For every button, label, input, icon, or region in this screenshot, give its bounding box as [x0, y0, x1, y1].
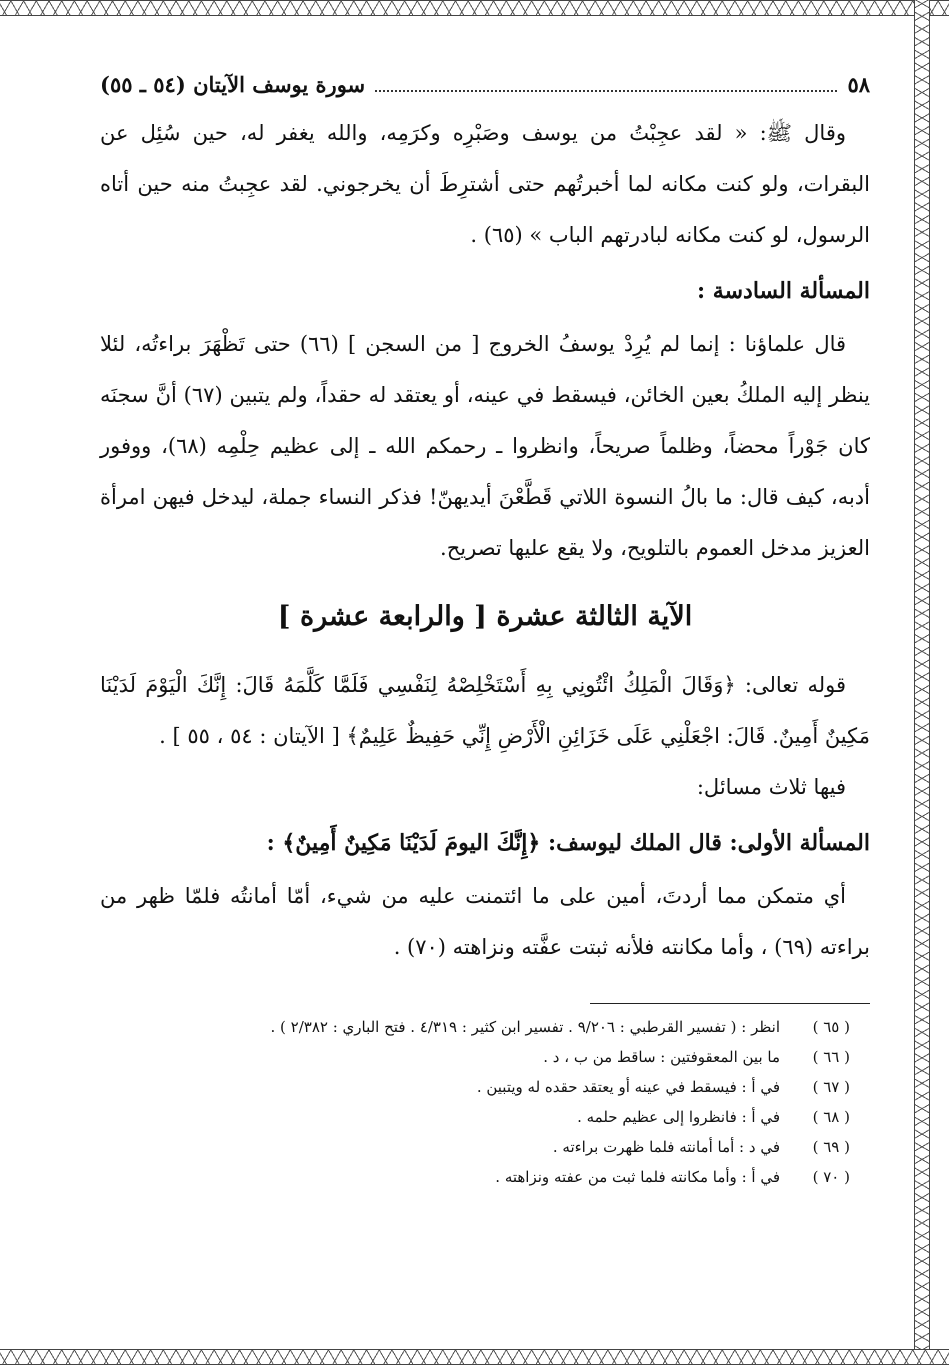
border-right: [914, 0, 930, 1365]
section-title: الآية الثالثة عشرة [ والرابعة عشرة ]: [277, 601, 693, 632]
footnote-item: [100, 1042, 850, 1072]
running-head-title: سورة يوسف الآيتان (٥٤ ـ ٥٥): [100, 72, 366, 97]
footnote-item: [100, 1132, 850, 1162]
footnote-text: في د : أما أمانته فلما ظهرت براءته .: [552, 1138, 780, 1156]
footnote-text: في أ : وأما مكانته فلما ثبت من عفته ونزاهته .: [495, 1168, 780, 1186]
footnote-item: [100, 1012, 850, 1042]
page-number: ٥٨: [847, 72, 870, 97]
footnote-text: في أ : فانظروا إلى عظيم حلمه .: [577, 1108, 780, 1126]
footnote-number: ( ٦٥ ): [812, 1018, 850, 1036]
header-dots: [375, 60, 837, 92]
footnote-divider: [590, 1003, 870, 1004]
footnote-number: ( ٦٦ ): [812, 1048, 850, 1066]
footnotes-list: [100, 1012, 870, 1192]
paragraph-scholars: قال علماؤنا : إنما لم يُرِدْ يوسفُ الخروج [ من السجن ] (٦٦) حتى تَظْهَرَ براءتُه، لئلا ينظر إليه الملكُ بعين الخائن، فيسقط في عينه، أو يعتقد له حقداً، ولم يتبين (٦٧) أنَّ سجنَه كان جَوْراً محضاً، وظلماً صريحاً، وانظروا ـ رحمكم الله ـ إلى عظيم حِلْمِه (٦٨)، ووفور أدبه، كيف قال: ما بالُ النسوة اللاتي قَطَّعْنَ أيديهنّ! فذكر النساء جملة، ليدخل فيهن امرأة العزيز مدخل العموم بالتلويح، ولا يقع عليها تصريح.: [100, 332, 871, 560]
footnote-text: ما بين المعقوفتين : ساقط من ب ، د .: [543, 1048, 780, 1066]
border-bottom: [0, 1349, 949, 1365]
heading-issue-one: المسألة الأولى: قال الملك ليوسف: ﴿إِنَّكَ اليومَ لَدَيْنَا مَكِينٌ أَمِينٌ﴾ :: [266, 830, 870, 856]
paragraph-three-issues: فيها ثلاث مسائل:: [696, 775, 846, 799]
footnote-number: ( ٧٠ ): [812, 1168, 850, 1186]
footnote-number: ( ٦٨ ): [812, 1108, 850, 1126]
paragraph-hadith: وقال ﷺ: « لقد عجِبْتُ من يوسف وصَبْرِه وكرَمِه، والله يغفر له، حين سُئِل عن البقرات، ولو كنت مكانه لما أخبرتُهم حتى أشترِطَ أن يخرجوني. لقد عجِبتُ منه حين أتاه الرسول، لو كنت مكانه لبادرتهم الباب » (٦٥) .: [100, 121, 870, 247]
footnote-text: انظر : ( تفسير القرطبي : ٩/٢٠٦ . تفسير ابن كثير : ٤/٣١٩ . فتح الباري : ٢/٣٨٢ ) .: [270, 1018, 780, 1036]
heading-issue-six: المسألة السادسة :: [697, 278, 870, 304]
running-head: [100, 60, 870, 108]
page-content: [100, 60, 870, 1192]
paragraph-meaning: أي متمكن مما أردتَ، أمين على ما ائتمنت عليه من شيء، أمّا أمانتُه فلمّا ظهر من براءته (٦٩) ، وأما مكانته فلأنه ثبتت عفَّته ونزاهته (٧٠) .: [100, 884, 870, 959]
footnote-item: [100, 1072, 850, 1102]
footnote-item: [100, 1162, 850, 1192]
footnote-number: ( ٦٧ ): [812, 1078, 850, 1096]
footnote-item: [100, 1102, 850, 1132]
footnote-text: في أ : فيسقط في عينه أو يعتقد حقده له ويتبين .: [476, 1078, 780, 1096]
footnote-number: ( ٦٩ ): [812, 1138, 850, 1156]
paragraph-verse: قوله تعالى: ﴿وَقَالَ الْمَلِكُ ائْتُونِي بِهِ أَسْتَخْلِصْهُ لِنَفْسِي فَلَمَّا كَلَّمَهُ قَالَ: إِنَّكَ الْيَوْمَ لَدَيْنَا مَكِينٌ أَمِينٌ. قَالَ: اجْعَلْنِي عَلَى خَزَائِنِ الْأَرْضِ إِنِّي حَفِيظٌ عَلِيمٌ﴾ [ الآيتان : ٥٤ ، ٥٥ ] .: [100, 673, 870, 748]
border-top: [0, 0, 949, 16]
